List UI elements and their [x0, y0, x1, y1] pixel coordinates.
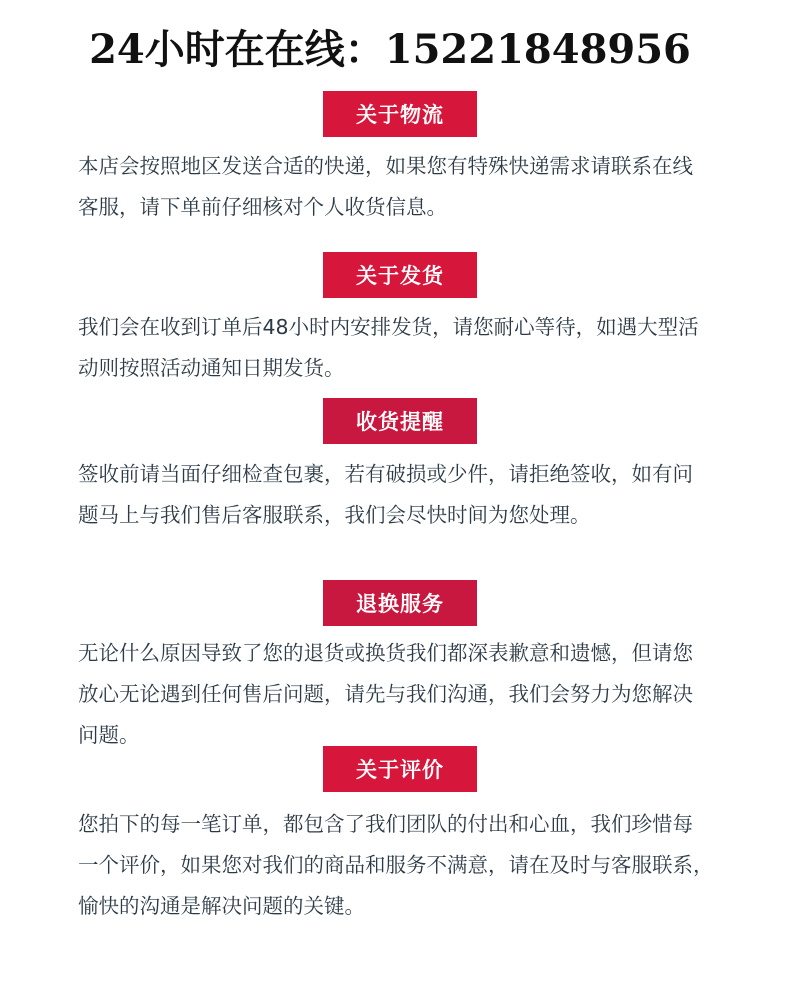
section-title-shipping: 关于发货	[323, 252, 477, 298]
text-line: 无论什么原因导致了您的退货或换货我们都深表歉意和遗憾，但请您	[78, 641, 693, 665]
section-title-logistics: 关于物流	[323, 91, 477, 137]
hotline-headline: 24小时在在线：15221848956	[89, 26, 691, 73]
text-line: 本店会按照地区发送合适的快递，如果您有特殊快递需求请联系在线	[78, 154, 693, 178]
section-title-receipt-reminder: 收货提醒	[323, 398, 477, 444]
text-line: 放心无论遇到任何售后问题，请先与我们沟通，我们会努力为您解决	[78, 682, 693, 706]
section-text-shipping	[78, 307, 733, 389]
text-line: 我们会在收到订单后48小时内安排发货，请您耐心等待，如遇大型活	[78, 315, 699, 339]
section-text-receipt-reminder	[78, 454, 733, 536]
text-line: 签收前请当面仔细检查包裹，若有破损或少件，请拒绝签收，如有问	[78, 462, 693, 486]
text-line: 愉快的沟通是解决问题的关键。	[78, 894, 365, 918]
section-title-reviews: 关于评价	[323, 746, 477, 792]
text-line: 客服，请下单前仔细核对个人收货信息。	[78, 195, 447, 219]
text-line: 问题。	[78, 723, 140, 747]
text-line: 题马上与我们售后客服联系，我们会尽快时间为您处理。	[78, 503, 591, 527]
text-line: 一个评价，如果您对我们的商品和服务不满意，请在及时与客服联系，	[78, 853, 714, 877]
section-text-logistics	[78, 146, 733, 228]
text-line: 动则按照活动通知日期发货。	[78, 356, 345, 380]
section-text-reviews	[78, 804, 733, 927]
section-title-returns: 退换服务	[323, 580, 477, 626]
text-line: 您拍下的每一笔订单，都包含了我们团队的付出和心血，我们珍惜每	[78, 812, 693, 836]
section-text-returns	[78, 633, 733, 756]
